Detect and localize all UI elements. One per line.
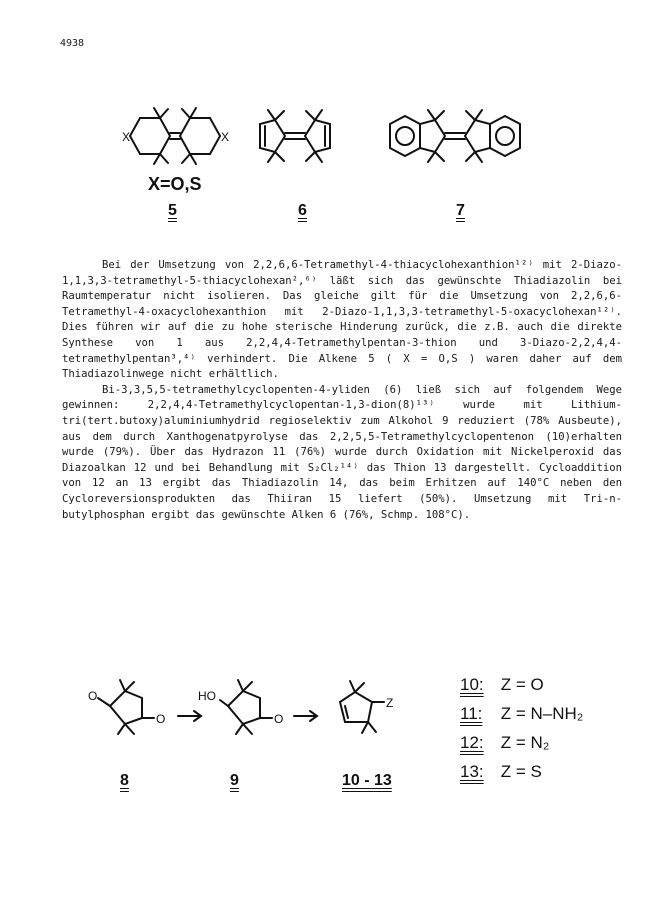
x-substituent-label: X=O,S (148, 174, 202, 194)
top-structure-figure (110, 96, 550, 236)
structure-5 (130, 108, 220, 164)
structure-7 (390, 110, 520, 162)
structure-6 (260, 110, 330, 162)
compound-label-5: 5 (168, 202, 177, 219)
z-value-10: Z = O (500, 675, 544, 694)
atom-z: Z (386, 696, 394, 710)
paragraph-2: Bi-3,3,5,5-tetramethylcyclopenten-4-yliden (6) ließ sich auf folgendem Wege gewinnen: 2,2,4,4-Tetramethylcyclopentan-1,3-dion(8)¹³⁾ wurde mit Lithium-tri(tert.butoxy)aluminiumhydrid regioselektiv zum Alkohol 9 reduziert (78% Ausbeute), aus dem durch Xanthogenatpyrolyse das 2,2,5,5-Tetramethylcyclopentenon (10)erhalten wurde (79%). Über das Hydrazon 11 (76%) wurde durch Oxidation mit Nickelperoxid das Diazoalkan 12 und bei Behandlung mit S₂Cl₂¹⁴⁾ das Thion 13 dargestellt. Cycloaddition von 12 an 13 ergibt das Thiadiazolin 14, das beim Erhitzen auf 140°C neben den Cycloreversionsprodukten das Thiiran 15 liefert (50%). Umsetzung mit Tri-n-butylphosphan ergibt das gewünschte Alken 6 (76%, Schmp. 108°C). (62, 383, 622, 521)
z-num-10: 10: (460, 675, 484, 694)
page-number: 4938 (60, 38, 85, 49)
ring-x-left: X (122, 130, 131, 144)
z-row-12 (460, 728, 583, 757)
structures-5-6-7-drawing (110, 96, 550, 186)
z-row-10 (460, 670, 583, 699)
z-num-11: 11: (460, 704, 483, 723)
z-num-13: 13: (460, 762, 484, 781)
paragraph-1: Bei der Umsetzung von 2,2,6,6-Tetramethyl-4-thiacyclohexanthion¹²⁾ mit 2-Diazo-1,1,3,3-tetramethyl-5-thiacyclohexan²,⁶⁾ läßt sich das gewünschte Thiadiazolin bei Raumtemperatur nicht isolieren. Das gleiche gilt für die Umsetzung von 2,2,6,6-Tetramethyl-4-oxacyclohexanthion mit 2-Diazo-1,1,3,3-tetramethyl-5-oxacyclohexan¹²⁾. Dies führen wir auf die zu hohe sterische Hinderung zurück, die z.B. auch die direkte Synthese von 1 aus 2,2,4,4-Tetramethylpentan-3-thion und 3-Diazo-2,2,4,4-tetramethylpentan³,⁴⁾ verhindert. Die Alkene 5 ( X = O,S ) waren daher auf dem Thiadiazolinwege nicht erhältlich. (62, 259, 622, 381)
structure-9 (220, 680, 272, 734)
structure-8 (98, 680, 154, 734)
atom-o-8b: O (156, 712, 166, 726)
reaction-scheme (80, 666, 600, 806)
structure-10-13 (340, 681, 384, 733)
atom-o-8a: O (88, 689, 98, 703)
z-value-13: Z = S (500, 762, 542, 781)
compound-label-8: 8 (120, 772, 129, 789)
atom-ho-9: HO (198, 689, 216, 703)
z-row-13 (460, 757, 583, 786)
z-substituent-list (460, 670, 583, 786)
compound-label-6: 6 (298, 202, 307, 219)
z-num-12: 12: (460, 733, 484, 752)
compound-label-10-13: 10 - 13 (342, 772, 392, 789)
z-value-12: Z = N₂ (500, 733, 550, 752)
compound-label-9: 9 (230, 772, 239, 789)
z-row-11 (460, 699, 583, 728)
atom-o-9: O (274, 712, 284, 726)
compound-label-7: 7 (456, 202, 465, 219)
z-value-11: Z = N–NH₂ (500, 704, 584, 723)
reaction-scheme-drawing (80, 666, 460, 766)
ring-x-right: X (221, 130, 230, 144)
body-text (62, 258, 622, 523)
